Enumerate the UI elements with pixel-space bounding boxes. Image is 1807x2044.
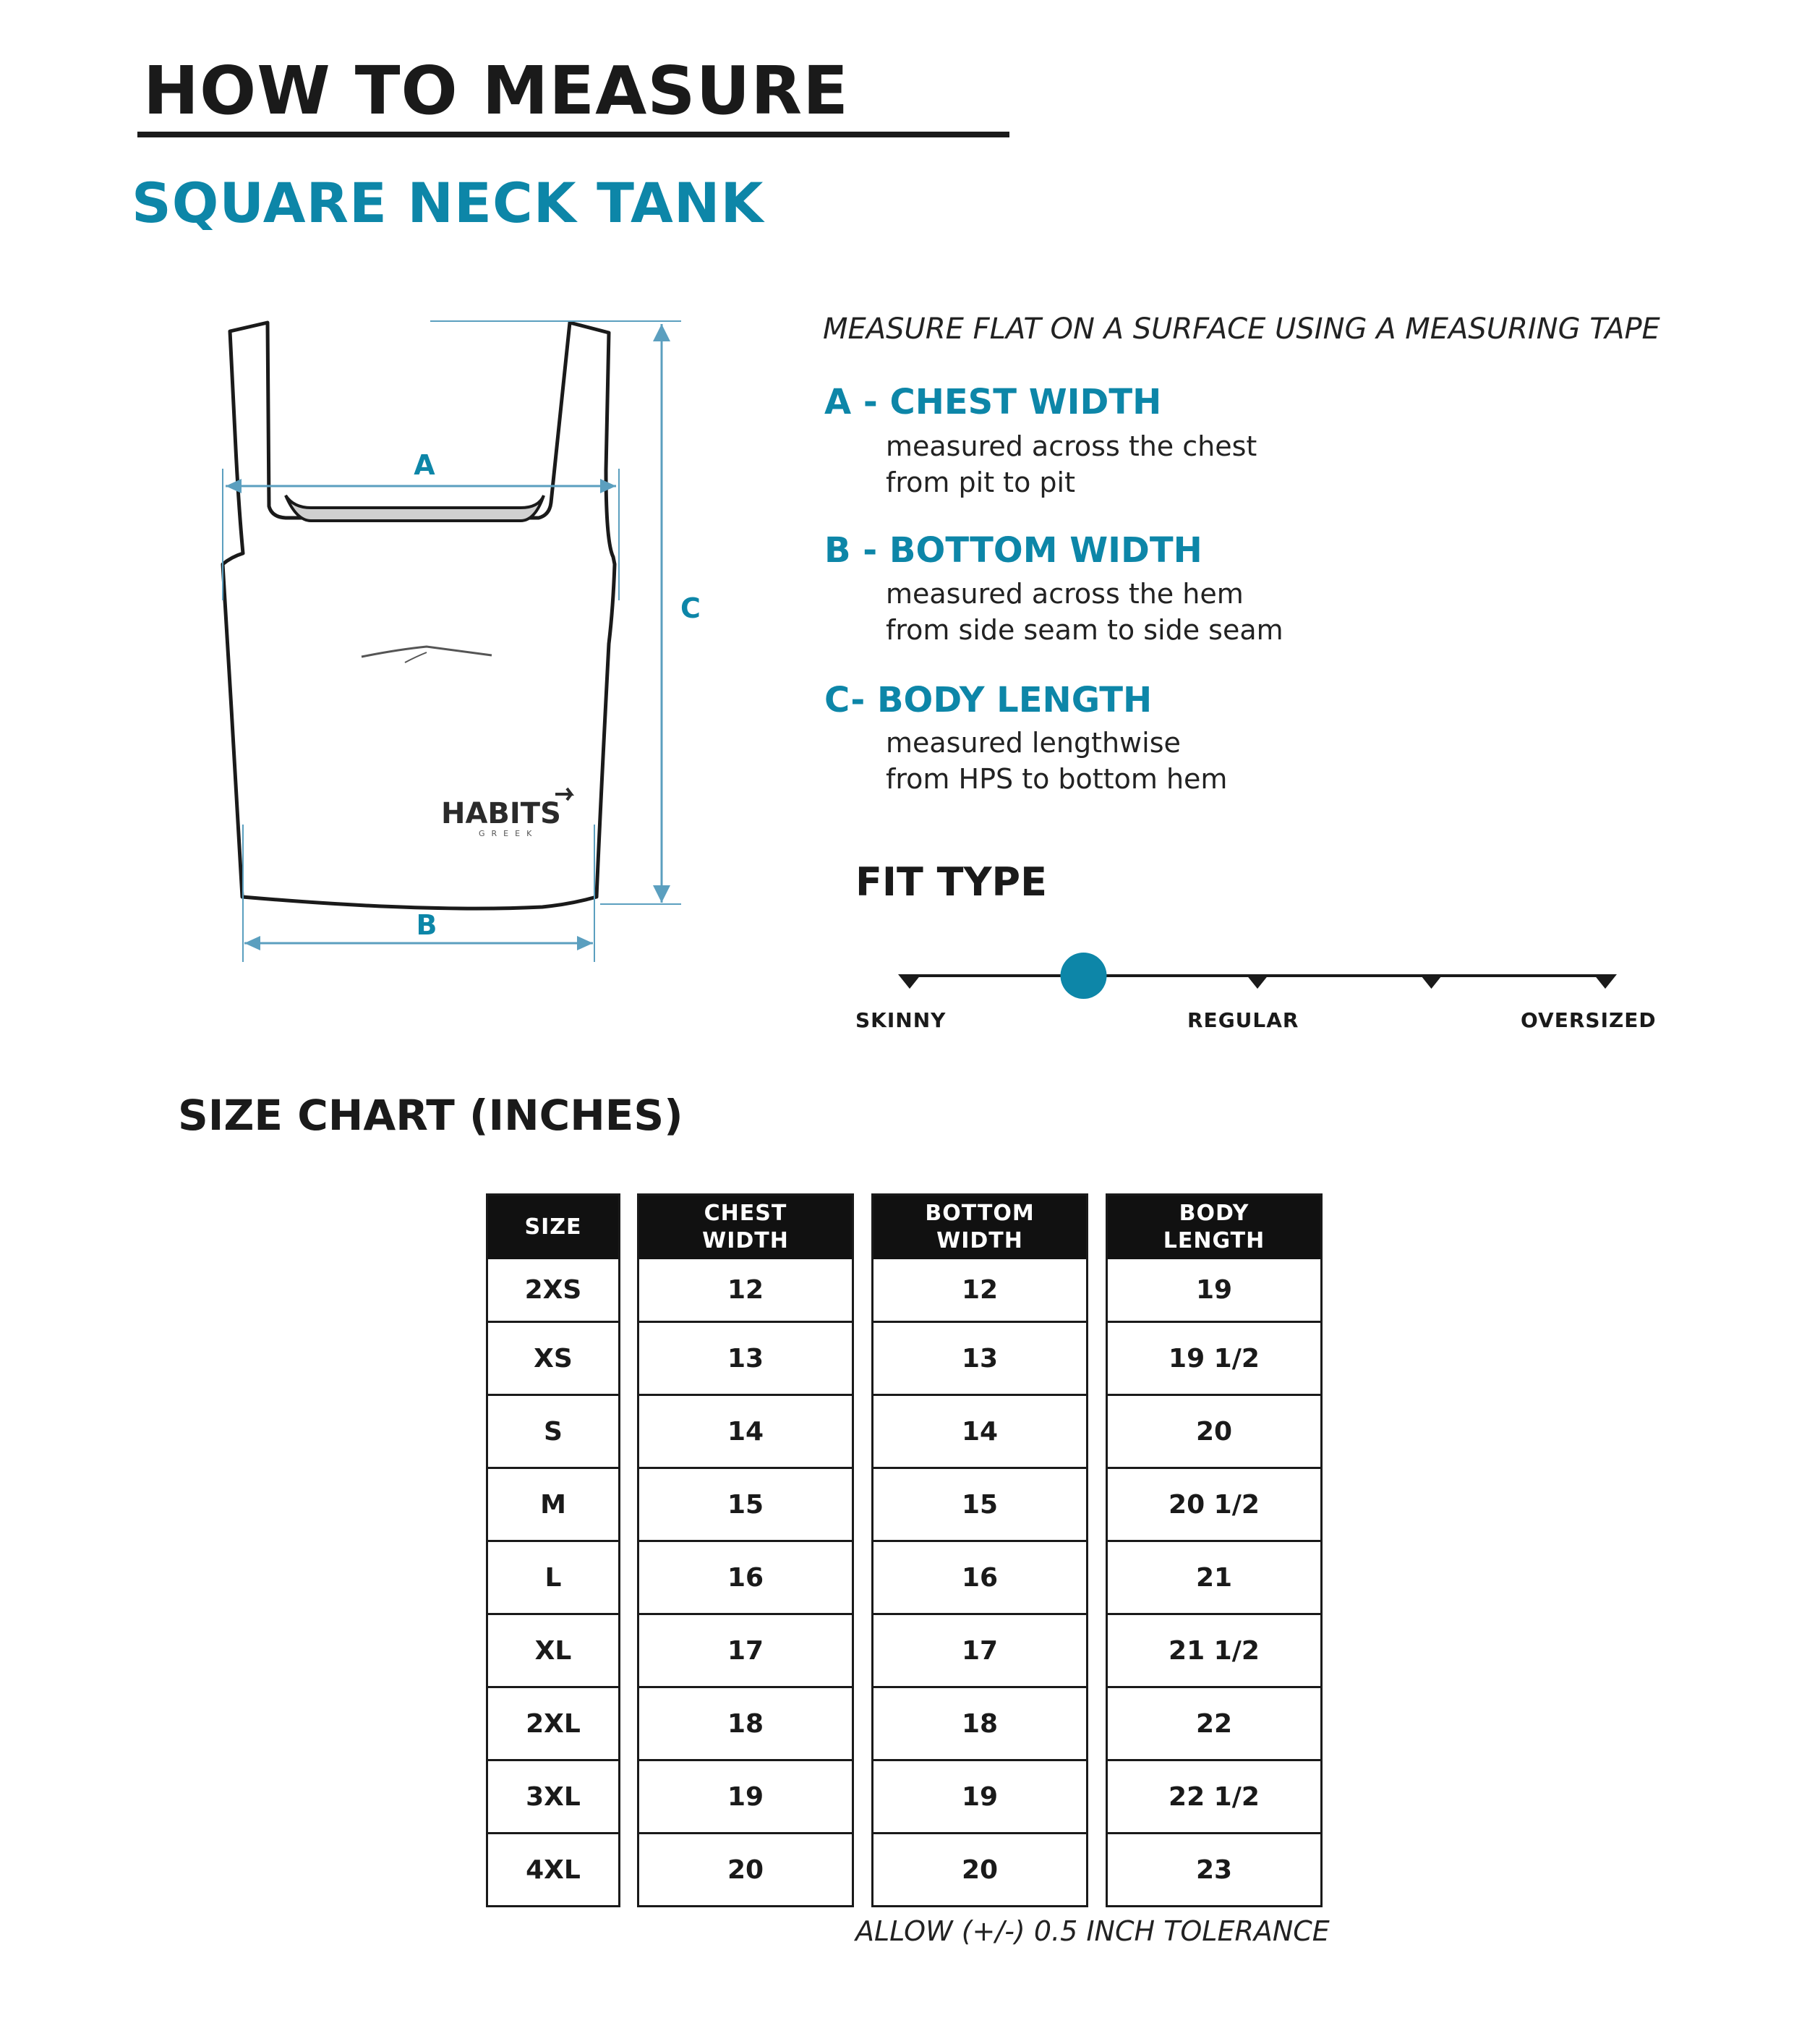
bottom-width-desc-1: measured across the hem xyxy=(886,578,1244,610)
chest-width-cell: 15 xyxy=(639,1467,852,1540)
fit-marker xyxy=(1246,974,1269,989)
bottom-width-cell: 13 xyxy=(873,1321,1086,1394)
measure-note: MEASURE FLAT ON A SURFACE USING A MEASURING TAPE xyxy=(823,312,1660,346)
body-length-header: BODY LENGTH xyxy=(1108,1196,1320,1259)
bottom-width-desc-2: from side seam to side seam xyxy=(886,614,1283,646)
measure-label-b: B xyxy=(416,909,437,941)
chest-width-desc-2: from pit to pit xyxy=(886,467,1075,498)
chest-width-cell: 19 xyxy=(639,1759,852,1832)
fit-label-regular: REGULAR xyxy=(1187,1008,1299,1032)
fit-marker xyxy=(898,974,921,989)
chest-width-cell: 16 xyxy=(639,1540,852,1613)
tank-diagram xyxy=(210,304,730,976)
body-length-cell: 21 1/2 xyxy=(1108,1613,1320,1686)
body-length-desc-2: from HPS to bottom hem xyxy=(886,763,1228,795)
bottom-width-cell: 17 xyxy=(873,1613,1086,1686)
body-length-cell: 22 xyxy=(1108,1686,1320,1759)
size-cell: S xyxy=(488,1394,618,1467)
bottom-width-cell: 12 xyxy=(961,1275,999,1305)
fit-label-skinny: SKINNY xyxy=(855,1008,947,1032)
fit-selected-dot xyxy=(1061,953,1107,999)
size-cell: 2XS xyxy=(524,1275,582,1305)
size-cell: XL xyxy=(488,1613,618,1686)
size-column xyxy=(486,1193,620,1907)
chest-width-cell: 18 xyxy=(639,1686,852,1759)
chest-width-cell: 17 xyxy=(639,1613,852,1686)
size-chart-title: SIZE CHART (INCHES) xyxy=(178,1091,683,1140)
bottom-width-cell: 20 xyxy=(873,1832,1086,1905)
size-header: SIZE xyxy=(488,1196,618,1259)
chest-width-cell: 13 xyxy=(639,1321,852,1394)
bottom-width-cell: 14 xyxy=(873,1394,1086,1467)
body-length-cell: 19 xyxy=(1195,1275,1233,1305)
size-cell: M xyxy=(488,1467,618,1540)
body-length-desc-1: measured lengthwise xyxy=(886,727,1181,759)
page-title: HOW TO MEASURE xyxy=(143,52,849,129)
product-title: SQUARE NECK TANK xyxy=(132,171,764,235)
body-length-cell: 22 1/2 xyxy=(1108,1759,1320,1832)
body-length-column xyxy=(1106,1193,1323,1907)
chest-width-desc-1: measured across the chest xyxy=(886,430,1257,462)
fit-marker xyxy=(1594,974,1617,989)
size-cell: XS xyxy=(488,1321,618,1394)
bottom-width-cell: 15 xyxy=(873,1467,1086,1540)
bottom-width-cell: 18 xyxy=(873,1686,1086,1759)
measure-label-c: C xyxy=(680,592,701,624)
body-length-cell: 21 xyxy=(1108,1540,1320,1613)
bottom-width-heading: B - BOTTOM WIDTH xyxy=(824,530,1202,571)
size-cell: 4XL xyxy=(488,1832,618,1905)
chest-width-cell: 12 xyxy=(727,1275,764,1305)
size-cell: L xyxy=(488,1540,618,1613)
bottom-width-cell: 19 xyxy=(873,1759,1086,1832)
brand-logo-sub: GREEK xyxy=(479,829,539,838)
fit-type-title: FIT TYPE xyxy=(855,859,1048,905)
chest-width-header: CHEST WIDTH xyxy=(639,1196,852,1259)
bottom-width-cell: 16 xyxy=(873,1540,1086,1613)
chest-width-column xyxy=(637,1193,854,1907)
measure-label-a: A xyxy=(414,449,435,481)
body-length-heading: C- BODY LENGTH xyxy=(824,680,1153,720)
bottom-width-column xyxy=(871,1193,1088,1907)
size-cell: 3XL xyxy=(488,1759,618,1832)
body-length-cell: 23 xyxy=(1108,1832,1320,1905)
fit-label-oversized: OVERSIZED xyxy=(1521,1008,1657,1032)
body-length-cell: 20 xyxy=(1108,1394,1320,1467)
brand-logo: HABITS xyxy=(441,797,561,830)
chest-width-heading: A - CHEST WIDTH xyxy=(824,382,1162,422)
size-cell: 2XL xyxy=(488,1686,618,1759)
bottom-width-header: BOTTOM WIDTH xyxy=(873,1196,1086,1259)
neckline-band xyxy=(286,495,544,521)
title-underline xyxy=(137,132,1009,137)
tolerance-note: ALLOW (+/-) 0.5 INCH TOLERANCE xyxy=(855,1915,1330,1947)
body-length-cell: 20 1/2 xyxy=(1108,1467,1320,1540)
chest-width-cell: 14 xyxy=(639,1394,852,1467)
body-length-cell: 19 1/2 xyxy=(1108,1321,1320,1394)
chest-width-cell: 20 xyxy=(639,1832,852,1905)
fit-marker xyxy=(1420,974,1443,989)
